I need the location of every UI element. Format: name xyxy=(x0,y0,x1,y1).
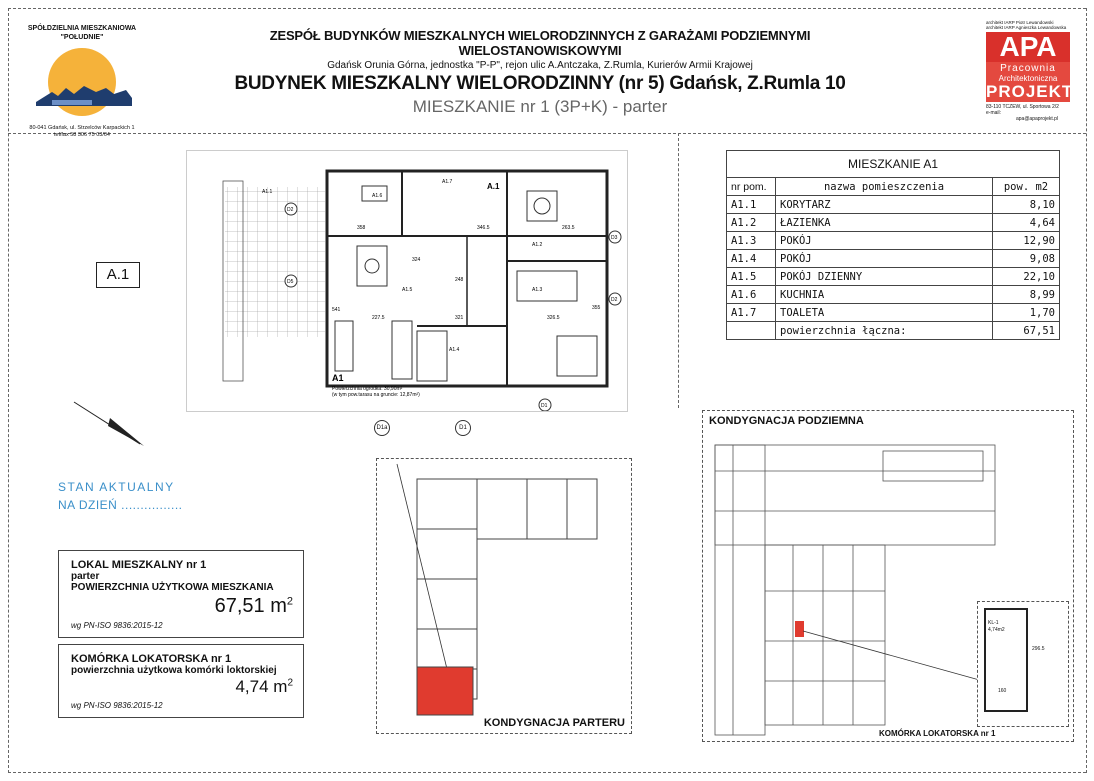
plan-a15: A1.5 xyxy=(402,287,413,293)
storage-summary-box xyxy=(58,644,304,718)
basement-keyplan xyxy=(702,410,1074,742)
room-area: 1,70 xyxy=(993,304,1060,322)
apa-architect-2: architekt IARP Agnieszka Lewandowska xyxy=(986,25,1067,30)
room-row xyxy=(727,286,1060,304)
status-block xyxy=(58,480,183,512)
axis-d3: D3 xyxy=(611,235,618,241)
room-no: A1.7 xyxy=(727,304,776,322)
storage-summary-sup: 2 xyxy=(287,677,293,689)
plan-garden-2: (w tym pow.tarasu na gruncie: 12,87m²) xyxy=(332,392,420,398)
room-row xyxy=(727,196,1060,214)
project-title: ZESPÓŁ BUDYNKÓW MIESZKALNYCH WIELORODZINNYCH Z GARAŻAMI PODZIEMNYMI WIELOSTANOWISKOWYMI xyxy=(269,28,811,58)
coop-address: 80-041 Gdańsk, ul. Strzelców Karpackich 1 xyxy=(29,125,135,131)
unit-summary-label: POWIERZCHNIA UŻYTKOWA MIESZKANIA xyxy=(71,582,274,593)
room-name: POKÓJ xyxy=(776,250,993,268)
room-name: KORYTARZ xyxy=(776,196,993,214)
room-no: A1.6 xyxy=(727,286,776,304)
project-location: Gdańsk Orunia Górna, jednostka "P-P", rejon ulic A.Antczaka, Z.Rumla, Kurierów Armii Krajowej xyxy=(327,60,753,71)
coop-logo-block xyxy=(22,24,142,139)
room-row xyxy=(727,232,1060,250)
plan-dim-5: 248 xyxy=(455,277,464,283)
status-line-2: NA DZIEŃ ................ xyxy=(58,498,183,512)
plan-dim-10: 355 xyxy=(592,305,601,311)
room-name: TOALETA xyxy=(776,304,993,322)
unit-summary-value-row xyxy=(215,595,293,618)
room-no: A1.5 xyxy=(727,268,776,286)
storage-summary-norm: wg PN-ISO 9836:2015-12 xyxy=(71,701,163,710)
apartment-title: MIESZKANIE nr 1 (3P+K) - parter xyxy=(412,97,668,116)
axis-d1a-marker: D1a xyxy=(374,420,390,436)
col-name: nazwa pomieszczenia xyxy=(776,178,993,196)
rooms-table-box xyxy=(726,150,1060,340)
plan-a14: A1.4 xyxy=(449,347,460,353)
storage-dim-1: 160 xyxy=(998,688,1007,694)
room-row xyxy=(727,268,1060,286)
rooms-table xyxy=(726,150,1060,340)
total-value: 67,51 xyxy=(993,322,1060,340)
room-area: 9,08 xyxy=(993,250,1060,268)
ground-floor-caption: KONDYGNACJA PARTERU xyxy=(483,717,625,729)
plan-dim-6: 326.5 xyxy=(547,315,560,321)
room-name: POKÓJ DZIENNY xyxy=(776,268,993,286)
apa-sub-2: Architektoniczna xyxy=(998,74,1058,83)
building-title: BUDYNEK MIESZKALNY WIELORODZINNY (nr 5) Gdańsk, Z.Rumla 10 xyxy=(234,73,846,94)
plan-garden-1: Powierzchnia ogródka: 30,90m² xyxy=(332,386,403,392)
axis-d5: D5 xyxy=(287,279,294,285)
apartment-plan xyxy=(186,150,628,412)
apa-email: apa@apaprojekt.pl xyxy=(1016,116,1059,122)
storage-summary-value-row xyxy=(235,677,293,697)
room-area: 8,99 xyxy=(993,286,1060,304)
apa-sub-3: PROJEKT xyxy=(986,82,1074,101)
storage-summary-title: KOMÓRKA LOKATORSKA nr 1 xyxy=(71,653,232,665)
apa-email-label: e-mail: xyxy=(986,110,1002,116)
room-area: 8,10 xyxy=(993,196,1060,214)
rooms-table-title: MIESZKANIE A1 xyxy=(727,151,1060,178)
plan-a12: A1.2 xyxy=(532,242,543,248)
room-name: ŁAZIENKA xyxy=(776,214,993,232)
basement-caption: KONDYGNACJA PODZIEMNA xyxy=(709,415,864,427)
axis-d1: D1 xyxy=(541,403,548,409)
plan-dim-7: 321 xyxy=(455,315,464,321)
floor-plan-drawing xyxy=(187,151,627,411)
title-block xyxy=(200,28,880,117)
plan-a11: A1.1 xyxy=(262,189,273,195)
room-area: 4,64 xyxy=(993,214,1060,232)
total-label: powierzchnia łączna: xyxy=(776,322,993,340)
axis-d1b-marker: D1 xyxy=(455,420,471,436)
plan-a16: A1.6 xyxy=(372,193,383,199)
unit-summary-title: LOKAL MIESZKALNY nr 1 xyxy=(71,559,207,571)
apa-address: 83-110 TCZEW, ul. Sportowa 2/2 xyxy=(986,104,1059,110)
north-arrow-icon xyxy=(70,398,150,450)
storage-dim-2: 296.5 xyxy=(1032,646,1045,652)
plan-dim-8: 227.5 xyxy=(372,315,385,321)
unit-summary-floor: parter xyxy=(71,571,100,582)
storage-summary-value: 4,74 m xyxy=(235,677,288,696)
apa-logo-block xyxy=(986,20,1074,122)
coop-name-2: "POŁUDNIE" xyxy=(60,34,104,41)
apa-logo-panel xyxy=(986,62,1074,102)
apa-email-row xyxy=(986,110,1070,122)
coop-sun-logo-icon xyxy=(22,42,142,120)
unit-summary-sup: 2 xyxy=(286,595,293,608)
room-row xyxy=(727,214,1060,232)
coop-name-1: SPÓŁDZIELNIA MIESZKANIOWA xyxy=(27,25,137,32)
col-no: nr pom. xyxy=(727,178,776,196)
room-no: A1.4 xyxy=(727,250,776,268)
plan-a13: A1.3 xyxy=(532,287,543,293)
coop-phone: tel/fax 58 306 75 03/04 xyxy=(54,132,110,138)
room-no: A1.2 xyxy=(727,214,776,232)
storage-room-area: 4,74m2 xyxy=(988,627,1005,633)
plan-dim-1: 358 xyxy=(357,225,366,231)
axis-d2: D2 xyxy=(287,207,294,213)
plan-unit-title: A1 xyxy=(332,373,344,383)
room-no: A1.1 xyxy=(727,196,776,214)
apa-architect-1: architekt IARP Piotr Lewandowski xyxy=(986,20,1054,25)
plan-a1-top: A.1 xyxy=(487,182,500,191)
plan-dim-3: 263.5 xyxy=(562,225,575,231)
col-area: pow. m2 xyxy=(993,178,1060,196)
plan-dim-2: 346.5 xyxy=(477,225,490,231)
plan-dim-9: 541 xyxy=(332,307,341,313)
room-area: 12,90 xyxy=(993,232,1060,250)
axis-d2b: D2 xyxy=(611,297,618,303)
storage-detail xyxy=(977,601,1069,727)
plan-dim-4: 324 xyxy=(412,257,421,263)
ground-floor-drawing xyxy=(377,459,631,733)
unit-summary-value: 67,51 m xyxy=(214,595,287,617)
room-row xyxy=(727,250,1060,268)
unit-summary-norm: wg PN-ISO 9836:2015-12 xyxy=(71,621,163,630)
room-row xyxy=(727,304,1060,322)
storage-room-label: KL-1 xyxy=(988,620,999,626)
storage-caption: KOMÓRKA LOKATORSKA nr 1 xyxy=(879,729,996,738)
plan-a17: A1.7 xyxy=(442,179,453,185)
apa-logo: APA xyxy=(986,32,1070,62)
ground-floor-keyplan xyxy=(376,458,632,734)
apa-sub-1: Pracownia xyxy=(1000,63,1056,74)
room-name: KUCHNIA xyxy=(776,286,993,304)
room-no: A1.3 xyxy=(727,232,776,250)
storage-summary-label: powierzchnia użytkowa komórki loktorskiej xyxy=(71,665,277,676)
unit-summary-box xyxy=(58,550,304,638)
unit-label: A.1 xyxy=(96,262,140,288)
room-name: POKÓJ xyxy=(776,232,993,250)
room-area: 22,10 xyxy=(993,268,1060,286)
status-line-1: STAN AKTUALNY xyxy=(58,480,175,494)
